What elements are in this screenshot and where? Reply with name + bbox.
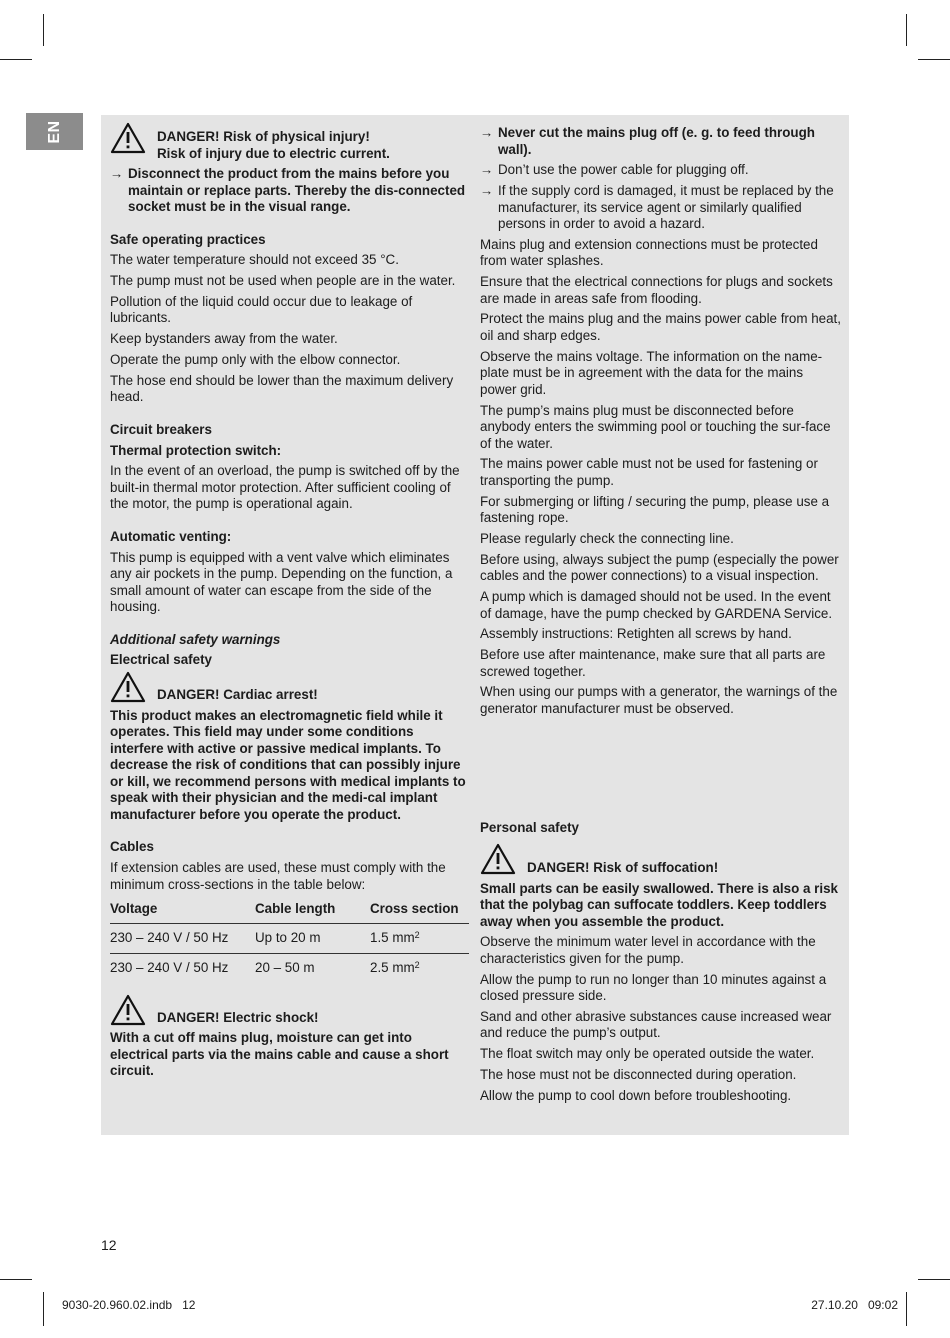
crop-mark xyxy=(906,1292,907,1326)
paragraph: Observe the mains voltage. The information on the name-plate must be in agreement with the data for the mains power grid. xyxy=(480,348,823,397)
paragraph: The hose end should be lower than the maximum delivery head. xyxy=(110,372,454,405)
table-cell: Up to 20 m xyxy=(255,923,370,954)
table-header-cell: Voltage xyxy=(110,897,255,923)
cables-table xyxy=(110,897,469,984)
paragraph: When using our pumps with a generator, the warnings of the generator manufacturer must be observed. xyxy=(480,684,838,716)
instruction-text: Never cut the mains plug off (e. g. to feed through wall). xyxy=(498,125,815,157)
danger-warning-physical-injury xyxy=(110,129,469,162)
footer-timestamp: 27.10.20 09:02 xyxy=(811,1298,898,1312)
crop-mark xyxy=(43,14,44,46)
paragraph: Observe the minimum water level in accordance with the characteristics given for the pump. xyxy=(480,934,816,966)
danger-subtitle: Risk of injury due to electric current. xyxy=(157,145,390,161)
paragraph: The pump’s mains plug must be disconnected before anybody enters the swimming pool or touching the sur-face of the water. xyxy=(480,402,831,451)
danger-text: This product makes an electromagnetic field while it operates. This field may under some conditions interfere with active or passive medical implants. To decrease the risk of conditions that can possibly injure or kill, we recommend persons with medical implants to speak with their physician and the medi-cal implant manufacturer before you operate the product. xyxy=(110,707,466,822)
arrow-icon: → xyxy=(480,125,494,140)
left-column xyxy=(110,129,469,1084)
content-panel xyxy=(101,115,849,1135)
instruction-item xyxy=(480,162,841,179)
table-header-cell: Cross section xyxy=(370,897,469,923)
table-cell: 20 – 50 m xyxy=(255,960,315,976)
paragraph: Ensure that the electrical connections for plugs and sockets are made in areas safe from flooding. xyxy=(480,274,833,306)
paragraph: The water temperature should not exceed 35 °C. xyxy=(110,252,399,268)
danger-warning-electric-shock xyxy=(110,998,469,1027)
subheading-automatic-venting: Automatic venting: xyxy=(110,528,232,544)
warning-triangle-icon xyxy=(110,122,146,154)
warning-triangle-icon xyxy=(480,843,516,875)
crop-mark xyxy=(0,1279,32,1280)
section-heading-additional-warnings: Additional safety warnings xyxy=(110,631,281,647)
language-tab xyxy=(26,113,83,150)
instruction-text: Don’t use the power cable for plugging off. xyxy=(498,162,749,178)
crop-mark xyxy=(43,1292,44,1326)
instruction-text: If the supply cord is damaged, it must be replaced by the manufacturer, its service agent or similarly qualified persons in order to avoid a hazard. xyxy=(498,183,834,232)
paragraph: A pump which is damaged should not be used. In the event of damage, have the pump checked by GARDENA Service. xyxy=(480,589,833,621)
page-number: 12 xyxy=(101,1237,117,1253)
danger-title: DANGER! Risk of physical injury! xyxy=(157,129,370,144)
danger-title: DANGER! Electric shock! xyxy=(157,1009,319,1025)
paragraph: This pump is equipped with a vent valve which eliminates any air pockets in the pump. Depending on the function, a small amount of water can escape from the side of the housing. xyxy=(110,549,453,615)
arrow-icon: → xyxy=(480,183,494,199)
instruction-item xyxy=(110,166,469,216)
paragraph: In the event of an overload, the pump is switched off by the built-in thermal motor protection. After sufficient cooling of the motor, the pump is operational again. xyxy=(110,463,460,512)
paragraph: Please regularly check the connecting line. xyxy=(480,530,734,546)
table-header-row xyxy=(110,897,469,923)
danger-title: DANGER! Cardiac arrest! xyxy=(157,687,318,703)
warning-triangle-icon xyxy=(110,671,146,703)
paragraph: Assembly instructions: Retighten all screws by hand. xyxy=(480,626,792,642)
crop-mark xyxy=(906,14,907,46)
arrow-icon: → xyxy=(110,166,124,181)
warning-triangle-icon xyxy=(110,994,146,1026)
paragraph: The float switch may only be operated outside the water. xyxy=(480,1046,815,1062)
paragraph: Allow the pump to cool down before troubleshooting. xyxy=(480,1087,792,1103)
table-cell: 2.5 $mm^2$ xyxy=(370,960,420,976)
paragraph: Allow the pump to run no longer than 10 minutes against a closed pressure side. xyxy=(480,971,827,1004)
crop-mark xyxy=(918,59,950,60)
section-heading-circuit-breakers: Circuit breakers xyxy=(110,421,212,437)
paragraph: The mains power cable must not be used for fastening or transporting the pump. xyxy=(480,456,818,488)
paragraph: Protect the mains plug and the mains power cable from heat, oil and sharp edges. xyxy=(480,311,841,343)
instruction-text: Disconnect the product from the mains before you maintain or replace parts. Thereby the dis-connected socket must be in the visual range. xyxy=(128,166,466,214)
instruction-item xyxy=(480,183,841,233)
paragraph: If extension cables are used, these must comply with the minimum cross-sections in the table below: xyxy=(110,860,446,892)
table-cell: 1.5 $mm^2$ xyxy=(370,923,469,954)
danger-text: Small parts can be easily swallowed. There is also a risk that the polybag can suffocate toddlers. Keep toddlers away when you assemble the product. xyxy=(480,880,838,929)
subheading-thermal-protection: Thermal protection switch: xyxy=(110,442,282,458)
paragraph: Pollution of the liquid could occur due to leakage of lubricants. xyxy=(110,293,413,326)
instruction-item xyxy=(480,125,841,158)
danger-warning-cardiac-arrest xyxy=(110,673,469,704)
danger-warning-suffocation xyxy=(480,855,841,877)
crop-mark xyxy=(918,1279,950,1280)
section-heading-cables: Cables xyxy=(110,839,154,855)
paragraph: The hose must not be disconnected during operation. xyxy=(480,1066,797,1082)
paragraph: Before using, always subject the pump (especially the power cables and the power connections) to a visual inspection. xyxy=(480,551,839,584)
paragraph: Before use after maintenance, make sure that all parts are screwed together. xyxy=(480,647,826,679)
section-heading-personal-safety: Personal safety xyxy=(480,820,579,835)
section-heading-safe-operating: Safe operating practices xyxy=(110,231,266,247)
table-row xyxy=(110,923,469,954)
paragraph: Operate the pump only with the elbow connector. xyxy=(110,351,401,367)
paragraph: Mains plug and extension connections must be protected from water splashes. xyxy=(480,236,818,269)
table-header-cell: Cable length xyxy=(255,897,370,923)
paragraph: For submerging or lifting / securing the pump, please use a fastening rope. xyxy=(480,493,830,526)
crop-mark xyxy=(0,59,32,60)
arrow-icon: → xyxy=(480,162,494,178)
personal-safety-block xyxy=(480,855,841,1109)
right-column xyxy=(480,125,841,1103)
paragraph: Sand and other abrasive substances cause increased wear and reduce the pump’s output. xyxy=(480,1008,832,1041)
footer-file-info: 9030-20.960.02.indb 12 xyxy=(62,1298,196,1312)
danger-title: DANGER! Risk of suffocation! xyxy=(527,860,719,875)
paragraph: Keep bystanders away from the water. xyxy=(110,331,338,347)
language-tab-label: EN xyxy=(45,119,63,144)
table-cell: 230 – 240 V / 50 Hz xyxy=(110,923,255,954)
paragraph: The pump must not be used when people are in the water. xyxy=(110,273,456,289)
table-row xyxy=(110,954,469,984)
danger-text: With a cut off mains plug, moisture can get into electrical parts via the mains cable and cause a short circuit. xyxy=(110,1030,449,1079)
subheading-electrical-safety: Electrical safety xyxy=(110,652,212,668)
table-cell: 230 – 240 V / 50 Hz xyxy=(110,960,229,976)
